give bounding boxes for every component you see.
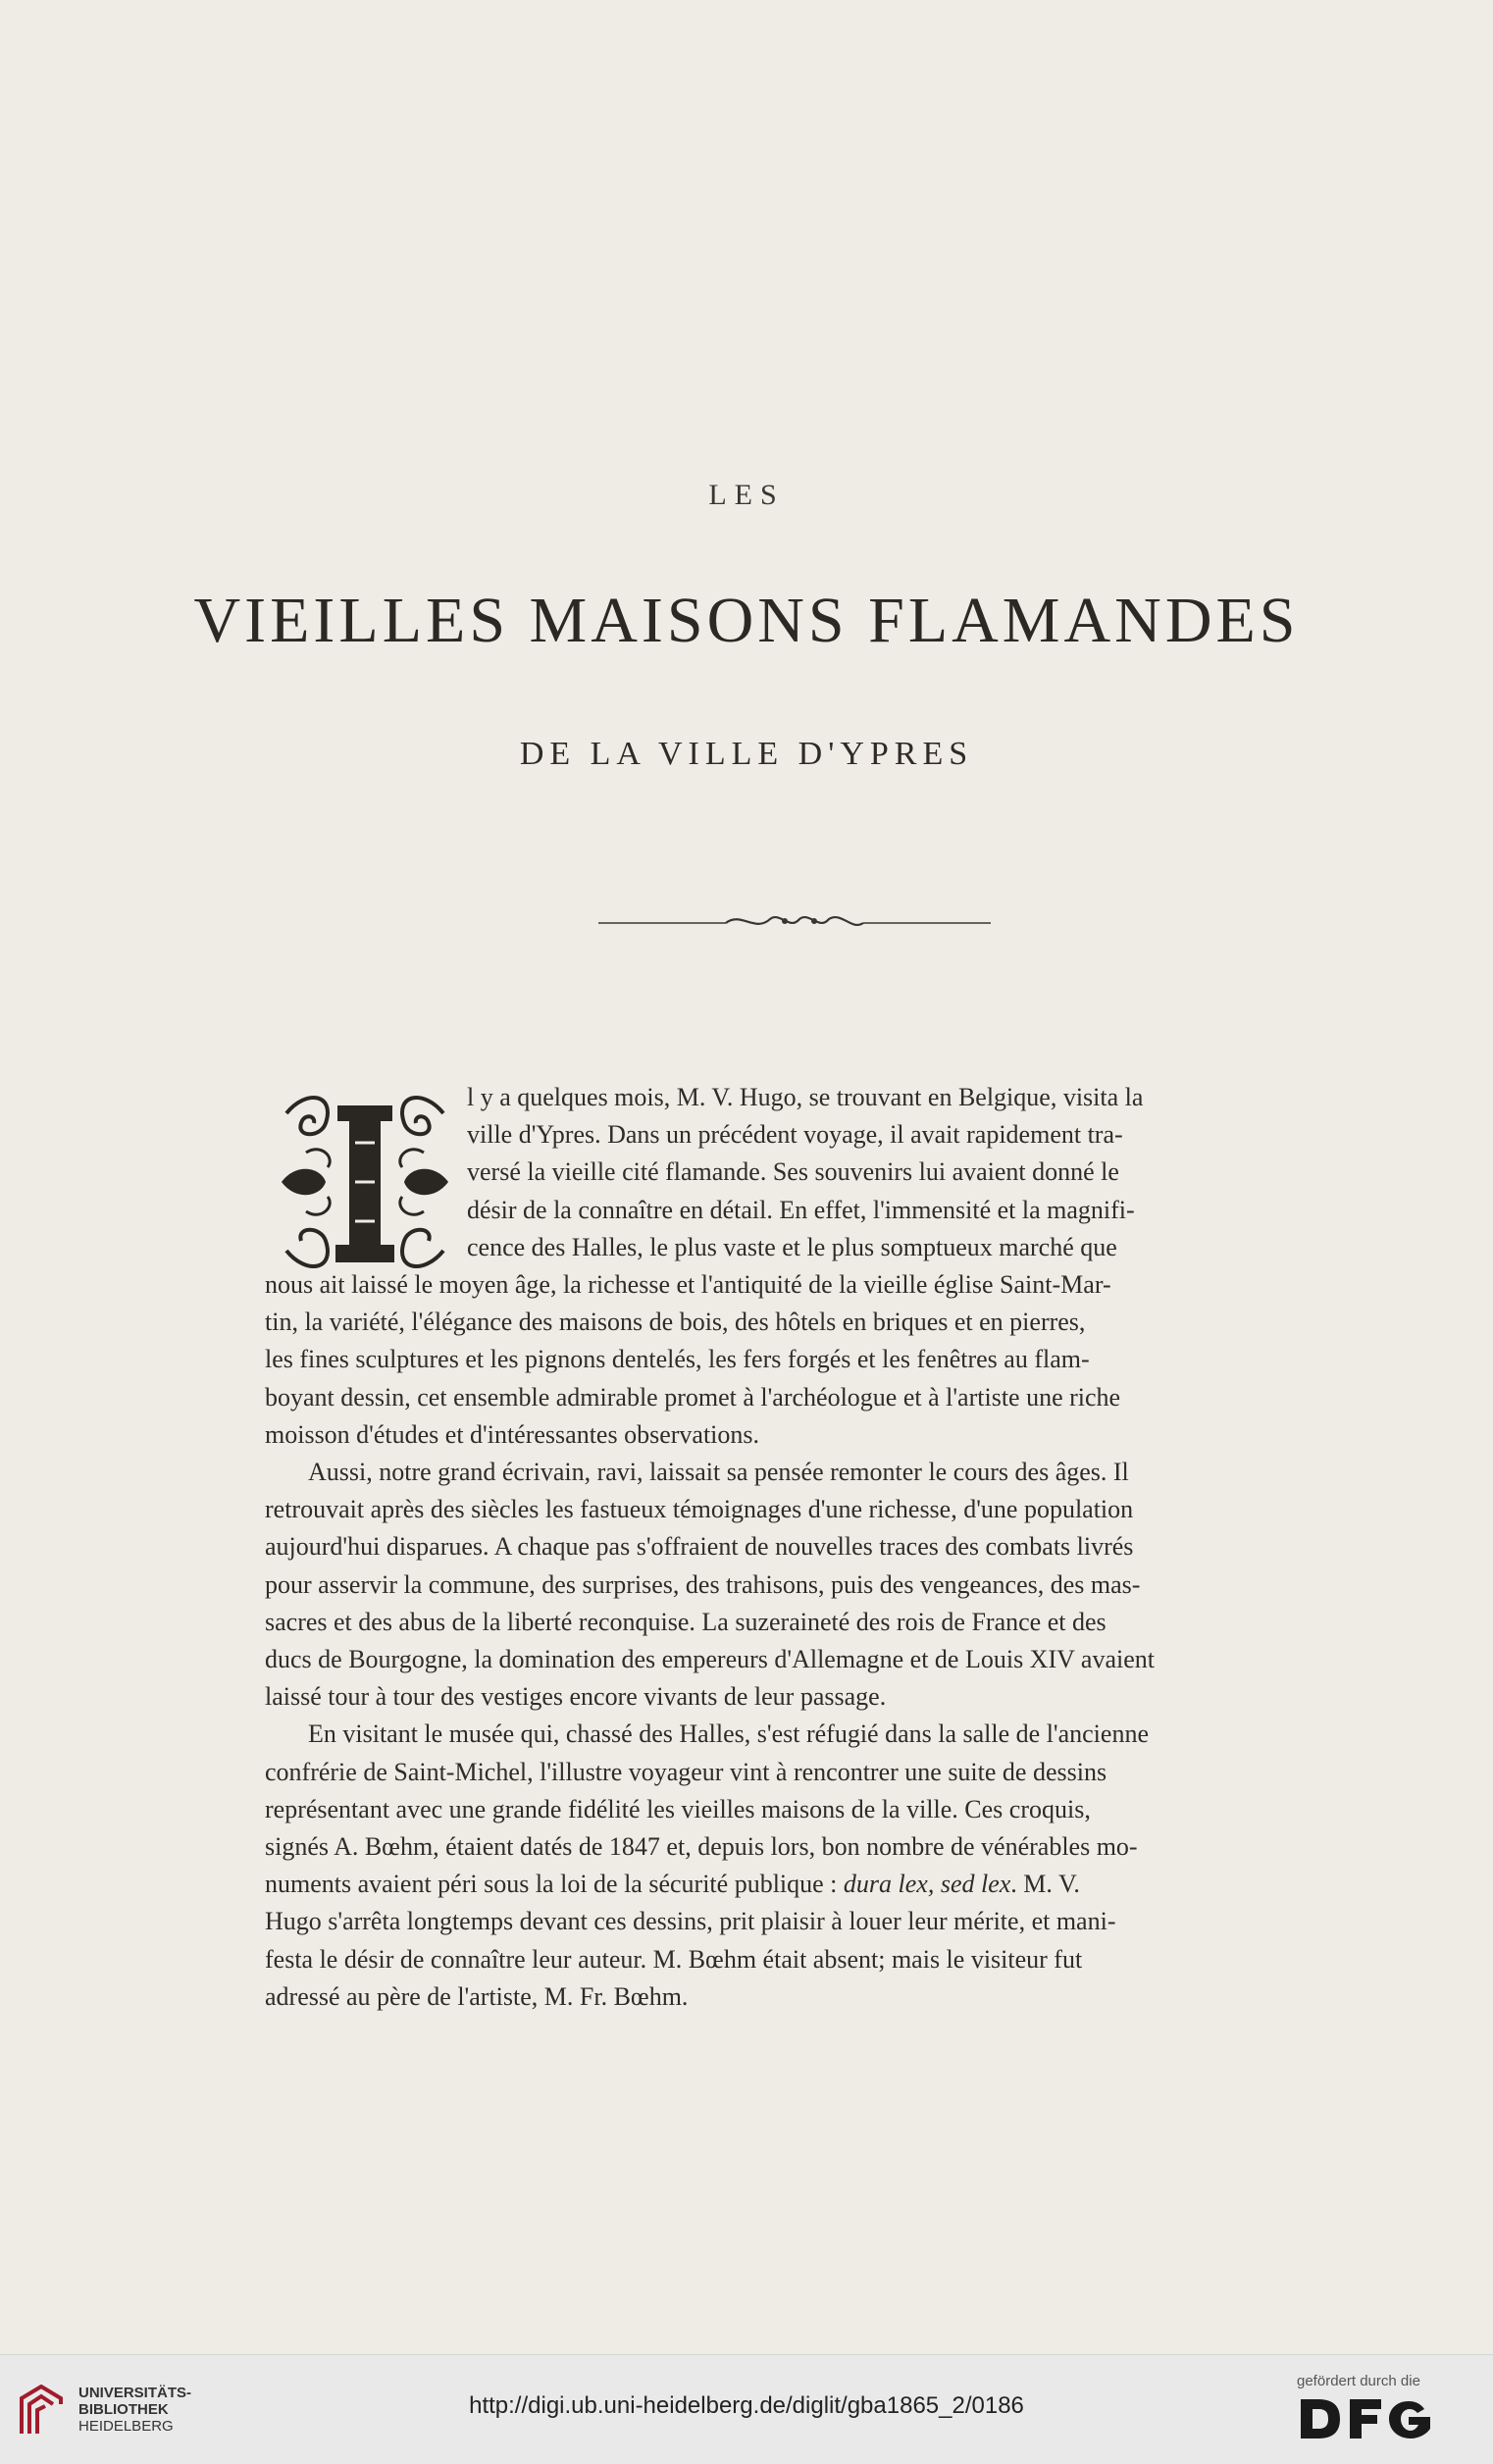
divider-ornament-icon [598,907,991,937]
text-line: boyant dessin, cet ensemble admirable promet à l'archéologue et à l'artiste une riche [265,1382,1121,1412]
text-line: versé la vieille cité flamande. Ses souvenirs lui avaient donné le [467,1157,1119,1187]
paragraph-3 [265,1716,1316,2016]
viewer-footer [0,2354,1493,2464]
heading-kicker: LES [708,479,785,511]
funder-block[interactable] [1297,2373,1473,2442]
text-line: sacres et des abus de la liberté reconquise. La suzeraineté des rois de France et des [265,1607,1107,1636]
text-line: tin, la variété, l'élégance des maisons de bois, des hôtels en briques et en pierres, [265,1308,1086,1337]
funder-label: gefördert durch die [1297,2373,1420,2389]
article-body [265,1079,1316,2016]
text-line: cence des Halles, le plus vaste et le plus somptueux marché que [467,1232,1117,1261]
text-line: aujourd'hui disparues. A chaque pas s'offraient de nouvelles traces des combats livrés [265,1532,1134,1562]
text-line: Aussi, notre grand écrivain, ravi, laissait sa pensée remonter le cours des âges. Il [308,1458,1129,1487]
page-subtitle: DE LA VILLE D'YPRES [519,736,974,772]
text-line: moisson d'études et d'intéressantes observations. [265,1419,760,1449]
text-line: pour asservir la commune, des surprises, des trahisons, puis des vengeances, des mas- [265,1569,1141,1599]
text-line: désir de la connaître en détail. En effet, l'immensité et la magnifi- [467,1195,1135,1224]
library-name-line: BIBLIOTHEK [78,2401,169,2418]
text-line: représentant avec une grande fidélité les vieilles maisons de la ville. Ces croquis, [265,1794,1091,1823]
text-line: confrérie de Saint-Michel, l'illustre voyageur vint à rencontrer une suite de dessins [265,1757,1107,1786]
paragraph-2 [265,1454,1316,1716]
text-line: signés A. Bœhm, étaient datés de 1847 et, depuis lors, bon nombre de vénérables mo- [265,1832,1138,1862]
text-line: retrouvait après des siècles les fastueux témoignages d'une richesse, d'une population [265,1495,1134,1524]
text-line: numents avaient péri sous la loi de la sécurité publique : dura lex, sed lex. M. V. [265,1870,1080,1899]
text-line: ducs de Bourgogne, la domination des empereurs d'Allemagne et de Louis XIV avaient [265,1645,1155,1674]
permalink-url[interactable]: http://digi.ub.uni-heidelberg.de/diglit/gba1865_2/0186 [469,2392,1024,2419]
page-title: VIEILLES MAISONS FLAMANDES [193,585,1300,656]
text-line: En visitant le musée qui, chassé des Halles, s'est réfugié dans la salle de l'ancienne [308,1720,1149,1749]
library-name-line: HEIDELBERG [78,2418,174,2435]
library-name-line: UNIVERSITÄTS- [78,2385,192,2401]
text-line: ville d'Ypres. Dans un précédent voyage, il avait rapidement tra- [467,1120,1123,1150]
text-line: Hugo s'arrêta longtemps devant ces dessins, prit plaisir à louer leur mérite, et mani- [265,1907,1116,1936]
text-line: festa le désir de connaître leur auteur. M. Bœhm était absent; mais le visiteur fut [265,1944,1083,1974]
paragraph-1 [265,1079,1316,1454]
text-line: l y a quelques mois, M. V. Hugo, se trouvant en Belgique, visita la [467,1083,1144,1111]
text-line: laissé tour à tour des vestiges encore vivants de leur passage. [265,1682,887,1712]
text-line: adressé au père de l'artiste, M. Fr. Bœhm. [265,1981,689,2011]
latin-maxim: dura lex, sed lex [843,1870,1011,1899]
text-line: les fines sculptures et les pignons dentelés, les fers forgés et les fenêtres au flam- [265,1345,1090,1374]
dfg-logo-icon [1297,2395,1444,2442]
text-line: nous ait laissé le moyen âge, la richesse et l'antiquité de la vieille église Saint-Mar- [265,1270,1111,1300]
